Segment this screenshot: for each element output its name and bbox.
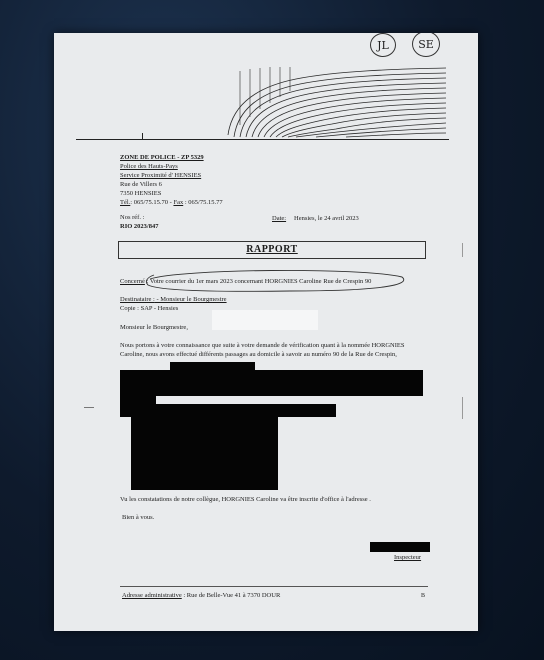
police-name: Police des Hauts-Pays	[120, 163, 178, 170]
scanned-document-page	[54, 33, 478, 631]
letterhead-logo-graphic	[226, 65, 448, 139]
blank-redaction-area	[212, 310, 318, 330]
redaction-block-2	[120, 370, 423, 396]
conclusion-text: Vu les constatations de notre collègue, HORGNIES Caroline va être inscrite d'office à l'adresse .	[120, 496, 371, 503]
handwritten-circle-mark	[140, 269, 410, 295]
redaction-block-3	[120, 396, 156, 404]
destinataire-line	[120, 295, 227, 304]
footer-rule	[120, 586, 428, 587]
fax-label: Fax	[173, 199, 184, 206]
phone-label: Tél.	[120, 199, 131, 206]
service-name: Service Proximité d' HENSIES	[120, 172, 202, 179]
footer-address	[122, 591, 280, 600]
scan-mark-right-1	[462, 243, 463, 257]
scan-mark-right-2	[462, 397, 463, 419]
scan-mark-left	[84, 407, 94, 408]
fax-number: : 065/75.15.77	[183, 199, 223, 206]
report-title-box	[118, 241, 426, 259]
salutation: Monsieur le Bourgmestre,	[120, 324, 188, 331]
handwritten-initial-2: SE	[412, 33, 440, 57]
copie-line: Copie : SAP - Hensies	[120, 305, 179, 312]
closing-text: Bien à vous.	[122, 514, 155, 521]
our-reference-label: Nos réf. :	[120, 214, 145, 221]
concerne-label: Concerné	[120, 278, 145, 285]
destinataire-text: - Monsieur le Bourgmestre	[154, 296, 227, 303]
signature-title: Inspecteur	[394, 554, 422, 561]
footer-address-label: Adresse administrative	[122, 592, 182, 599]
rio-reference: RIO 2023/847	[120, 223, 159, 230]
police-zone-heading: ZONE DE POLICE - ZP 5329	[120, 154, 204, 161]
report-title: RAPPORT	[246, 244, 298, 255]
sender-street: Rue de Villers 6	[120, 181, 162, 188]
date-label: Date:	[272, 215, 287, 222]
header-rule	[76, 139, 449, 140]
handwritten-initial-1: JL	[370, 33, 396, 57]
redaction-block-1	[170, 362, 255, 370]
concerne-text: : Votre courrier du 1er mars 2023 concernant HORGNIES Caroline Rue de Crespin 90	[144, 278, 372, 285]
phone-number: : 065/75.15.70 -	[130, 199, 174, 206]
header-tick	[142, 133, 143, 140]
redaction-block-4	[120, 404, 336, 417]
sender-city: 7350 HENSIES	[120, 190, 162, 197]
destinataire-label: Destinataire :	[120, 296, 155, 303]
body-paragraph: Nous portons à votre connaissance que suite à votre demande de vérification quant à la nommée HORGNIES Caroline, nous avons effectué différents passages au domicile à savoir au numéro 90 de la Rue de Crespin,	[120, 342, 405, 358]
footer-page-marker: B	[421, 593, 426, 599]
footer-address-text: : Rue de Belle-Vue 41 à 7370 DOUR	[181, 592, 281, 599]
sender-contact	[120, 198, 223, 207]
date-value: Hensies, le 24 avril 2023	[294, 215, 359, 222]
redaction-block-5	[131, 417, 278, 490]
signature-name-redaction	[370, 542, 430, 552]
